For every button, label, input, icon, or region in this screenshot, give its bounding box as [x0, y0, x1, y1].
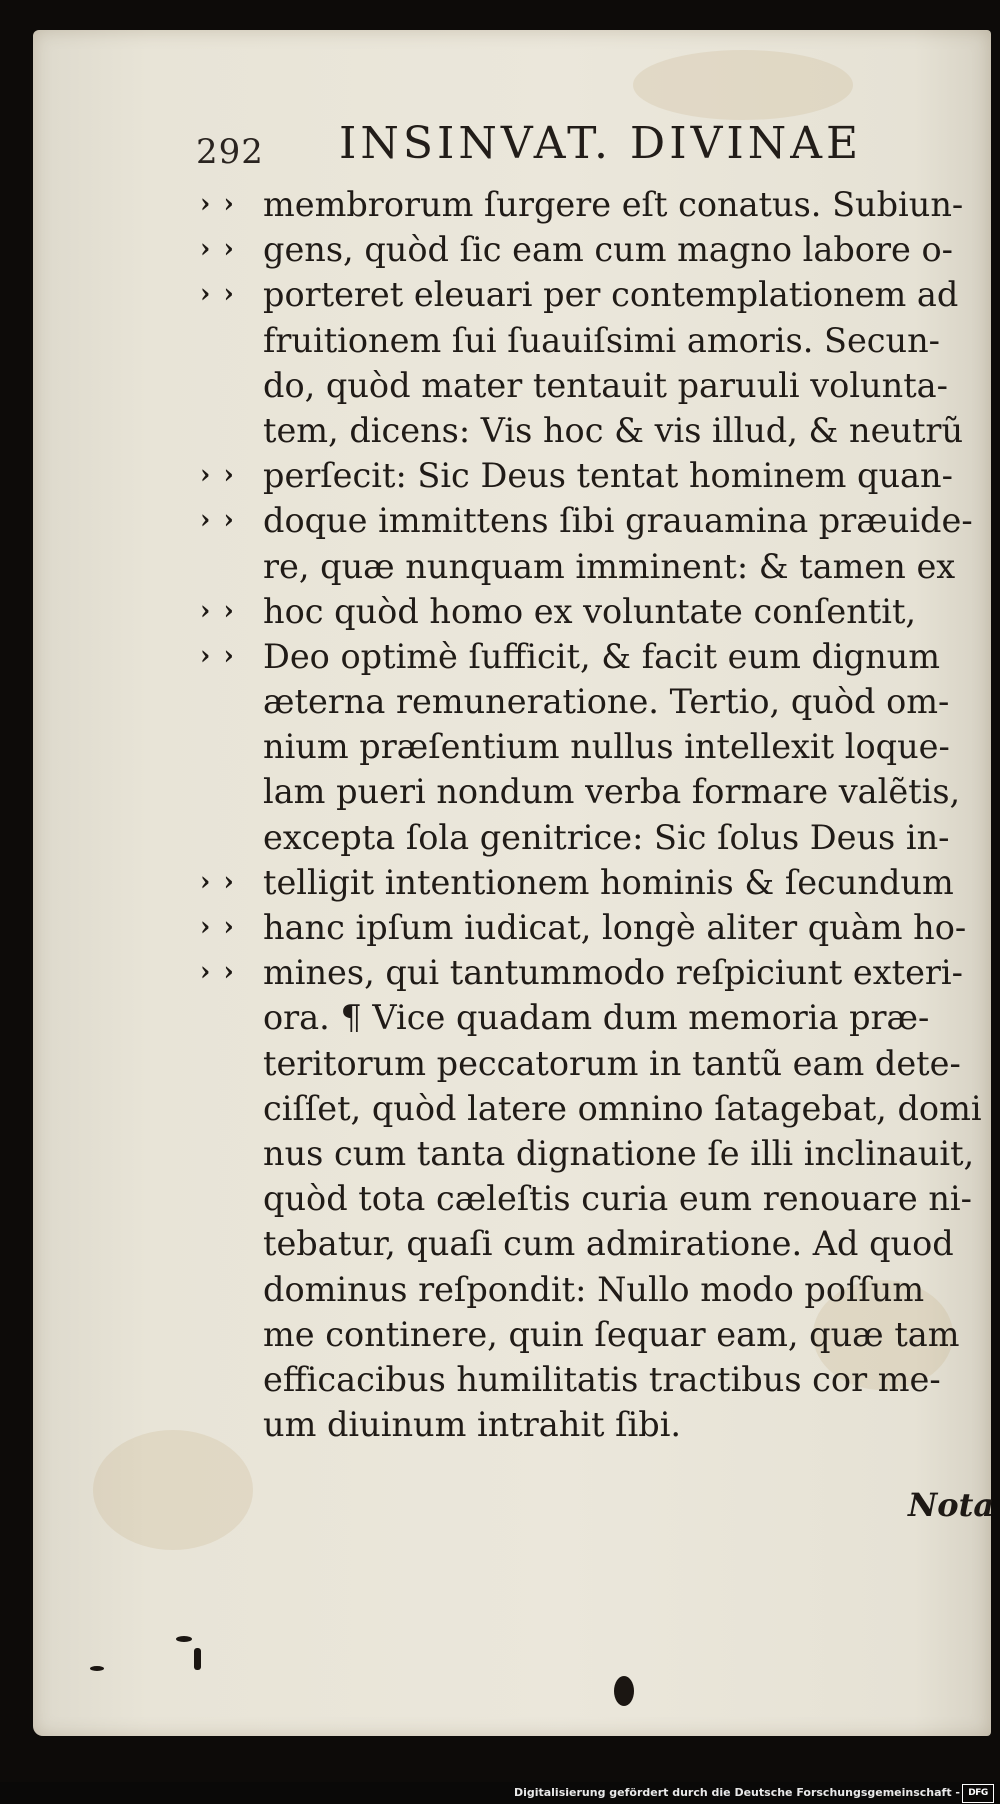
text-line	[200, 453, 980, 498]
ink-blot	[176, 1636, 192, 1642]
text-line	[200, 1041, 980, 1086]
text-line	[200, 815, 980, 860]
line-text: nus cum tanta dignatione ſe illi inclinauit,	[263, 1133, 975, 1173]
line-text: lam pueri nondum verba formare valẽtis,	[263, 772, 961, 812]
text-line	[200, 408, 980, 453]
ink-blot	[614, 1676, 634, 1706]
line-text: gens, quòd ſic eam cum magno labore o-	[263, 230, 953, 270]
dfg-logo: DFG	[962, 1784, 994, 1803]
text-line	[200, 318, 980, 363]
line-text: teritorum peccatorum in tantũ eam dete-	[263, 1043, 961, 1083]
line-text: nium præſentium nullus intellexit loque-	[263, 727, 950, 767]
text-line	[200, 589, 980, 634]
line-text: tebatur, quaſi cum admiratione. Ad quod	[263, 1224, 954, 1264]
line-text: dominus reſpondit: Nullo modo poſſum	[263, 1269, 925, 1309]
text-line	[200, 634, 980, 679]
line-text: do, quòd mater tentauit paruuli volunta-	[263, 365, 948, 405]
quote-marker: › ›	[200, 189, 236, 219]
digitization-credit: Digitalisierung gefördert durch die Deutsche Forschungsgemeinschaft -	[513, 1786, 960, 1799]
text-line	[200, 950, 980, 995]
line-text: Deo optimè ſufficit, & facit eum dignum	[263, 636, 941, 676]
text-line	[200, 1357, 980, 1402]
quote-marker: › ›	[200, 912, 236, 942]
quote-marker: › ›	[200, 279, 236, 310]
text-line	[200, 272, 980, 317]
line-text: ora. ¶ Vice quadam dum memoria præ-	[263, 998, 930, 1038]
text-line	[200, 1176, 980, 1221]
page-number: 292	[196, 132, 264, 172]
quote-marker: › ›	[200, 505, 236, 536]
text-line	[200, 724, 980, 769]
text-line	[200, 995, 980, 1040]
text-line	[200, 544, 980, 589]
line-text: quòd tota cæleſtis curia eum renouare ni-	[263, 1179, 972, 1219]
text-line	[200, 363, 980, 408]
text-line	[200, 769, 980, 814]
catchword: Nota	[908, 1486, 995, 1524]
quote-marker: › ›	[200, 957, 236, 988]
quote-marker: › ›	[200, 866, 236, 897]
line-text: um diuinum intrahit ſibi.	[263, 1405, 682, 1445]
text-line	[200, 860, 980, 905]
line-text: excepta ſola genitrice: Sic ſolus Deus in-	[263, 817, 950, 857]
line-text: fruitionem ſui ſuauiſsimi amoris. Secun-	[263, 320, 941, 360]
line-text: doque immittens ſibi grauamina præuide-	[263, 501, 973, 541]
text-line	[200, 182, 980, 227]
line-text: mines, qui tantummodo reſpiciunt exteri-	[263, 953, 963, 993]
line-text: hoc quòd homo ex voluntate conſentit,	[263, 591, 917, 631]
quote-marker: › ›	[200, 460, 236, 491]
text-line	[200, 1131, 980, 1176]
line-text: hanc ipſum iudicat, longè aliter quàm ho-	[263, 908, 967, 947]
quote-marker: › ›	[200, 640, 236, 671]
page-header	[196, 118, 896, 178]
text-line	[200, 1086, 980, 1131]
line-text: ciſſet, quòd latere omnino ſatagebat, domi	[263, 1088, 982, 1128]
text-line	[200, 227, 980, 272]
text-line	[200, 498, 980, 543]
line-text: efficacibus humilitatis tractibus cor me-	[263, 1359, 941, 1399]
running-head: INSINVAT. DIVINAE	[339, 118, 863, 169]
line-text: re, quæ nunquam imminent: & tamen ex	[263, 546, 956, 586]
line-text: telligit intentionem hominis & ſecundum	[263, 862, 954, 902]
text-line	[200, 1221, 980, 1266]
quote-marker: › ›	[200, 595, 236, 626]
ink-blot	[194, 1648, 201, 1670]
line-text: membrorum ſurgere eſt conatus. Subiun-	[263, 185, 964, 224]
text-line	[200, 1312, 980, 1357]
text-line	[200, 679, 980, 724]
line-text: porteret eleuari per contemplationem ad	[263, 275, 959, 315]
text-line	[200, 1402, 980, 1447]
line-text: me continere, quin ſequar eam, quæ tam	[263, 1314, 960, 1354]
line-text: æterna remuneratione. Tertio, quòd om-	[263, 682, 950, 722]
text-line	[200, 905, 980, 950]
text-body	[200, 182, 980, 1447]
line-text: perſecit: Sic Deus tentat hominem quan-	[263, 456, 953, 496]
quote-marker: › ›	[200, 234, 236, 265]
footer-bar	[0, 1782, 1000, 1804]
line-text: tem, dicens: Vis hoc & vis illud, & neutrũ	[263, 410, 964, 450]
ink-blot	[90, 1666, 104, 1671]
text-line	[200, 1267, 980, 1312]
